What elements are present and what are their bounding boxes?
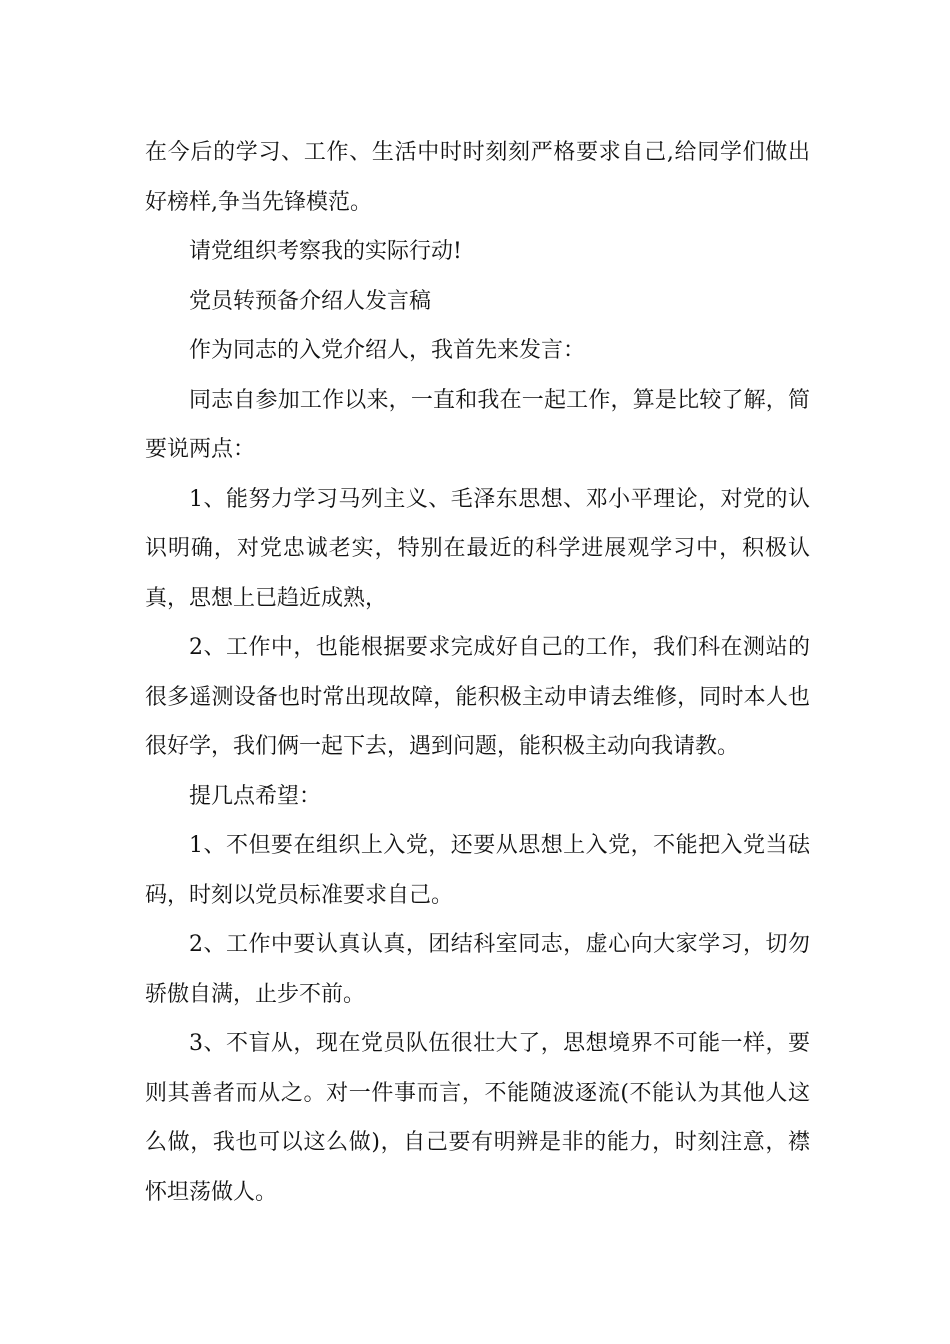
document-body: [145, 128, 810, 1217]
paragraph-11: 3、不盲从，现在党员队伍很壮大了，思想境界不可能一样，要则其善者而从之。对一件事而言，不能随波逐流(不能认为其他人这么做，我也可以这么做)，自己要有明辨是非的能力，时刻注意，襟怀坦荡做人。: [145, 1031, 810, 1205]
paragraph-7: 2、工作中，也能根据要求完成好自己的工作，我们科在测站的很多遥测设备也时常出现故障，能积极主动申请去维修，同时本人也很好学，我们俩一起下去，遇到问题，能积极主动向我请教。: [145, 635, 810, 759]
paragraph-8: 提几点希望：: [189, 783, 322, 809]
paragraph-9: 1、不但要在组织上入党，还要从思想上入党，不能把入党当砝码，时刻以党员标准要求自己。: [145, 833, 810, 908]
section-title: 党员转预备介绍人发言稿: [189, 288, 432, 314]
paragraph-10: 2、工作中要认真认真，团结科室同志，虚心向大家学习，切勿骄傲自满，止步不前。: [145, 932, 810, 1007]
paragraph-1: 在今后的学习、工作、生活中时时刻刻严格要求自己,给同学们做出好榜样,争当先锋模范。: [145, 140, 810, 215]
paragraph-5: 同志自参加工作以来，一直和我在一起工作，算是比较了解，简要说两点：: [145, 387, 810, 462]
paragraph-6: 1、能努力学习马列主义、毛泽东思想、邓小平理论，对党的认识明确，对党忠诚老实，特别在最近的科学进展观学习中，积极认真，思想上已趋近成熟，: [145, 486, 810, 611]
paragraph-4: 作为同志的入党介绍人，我首先来发言：: [189, 338, 586, 363]
paragraph-2: 请党组织考察我的实际行动!: [189, 239, 462, 264]
